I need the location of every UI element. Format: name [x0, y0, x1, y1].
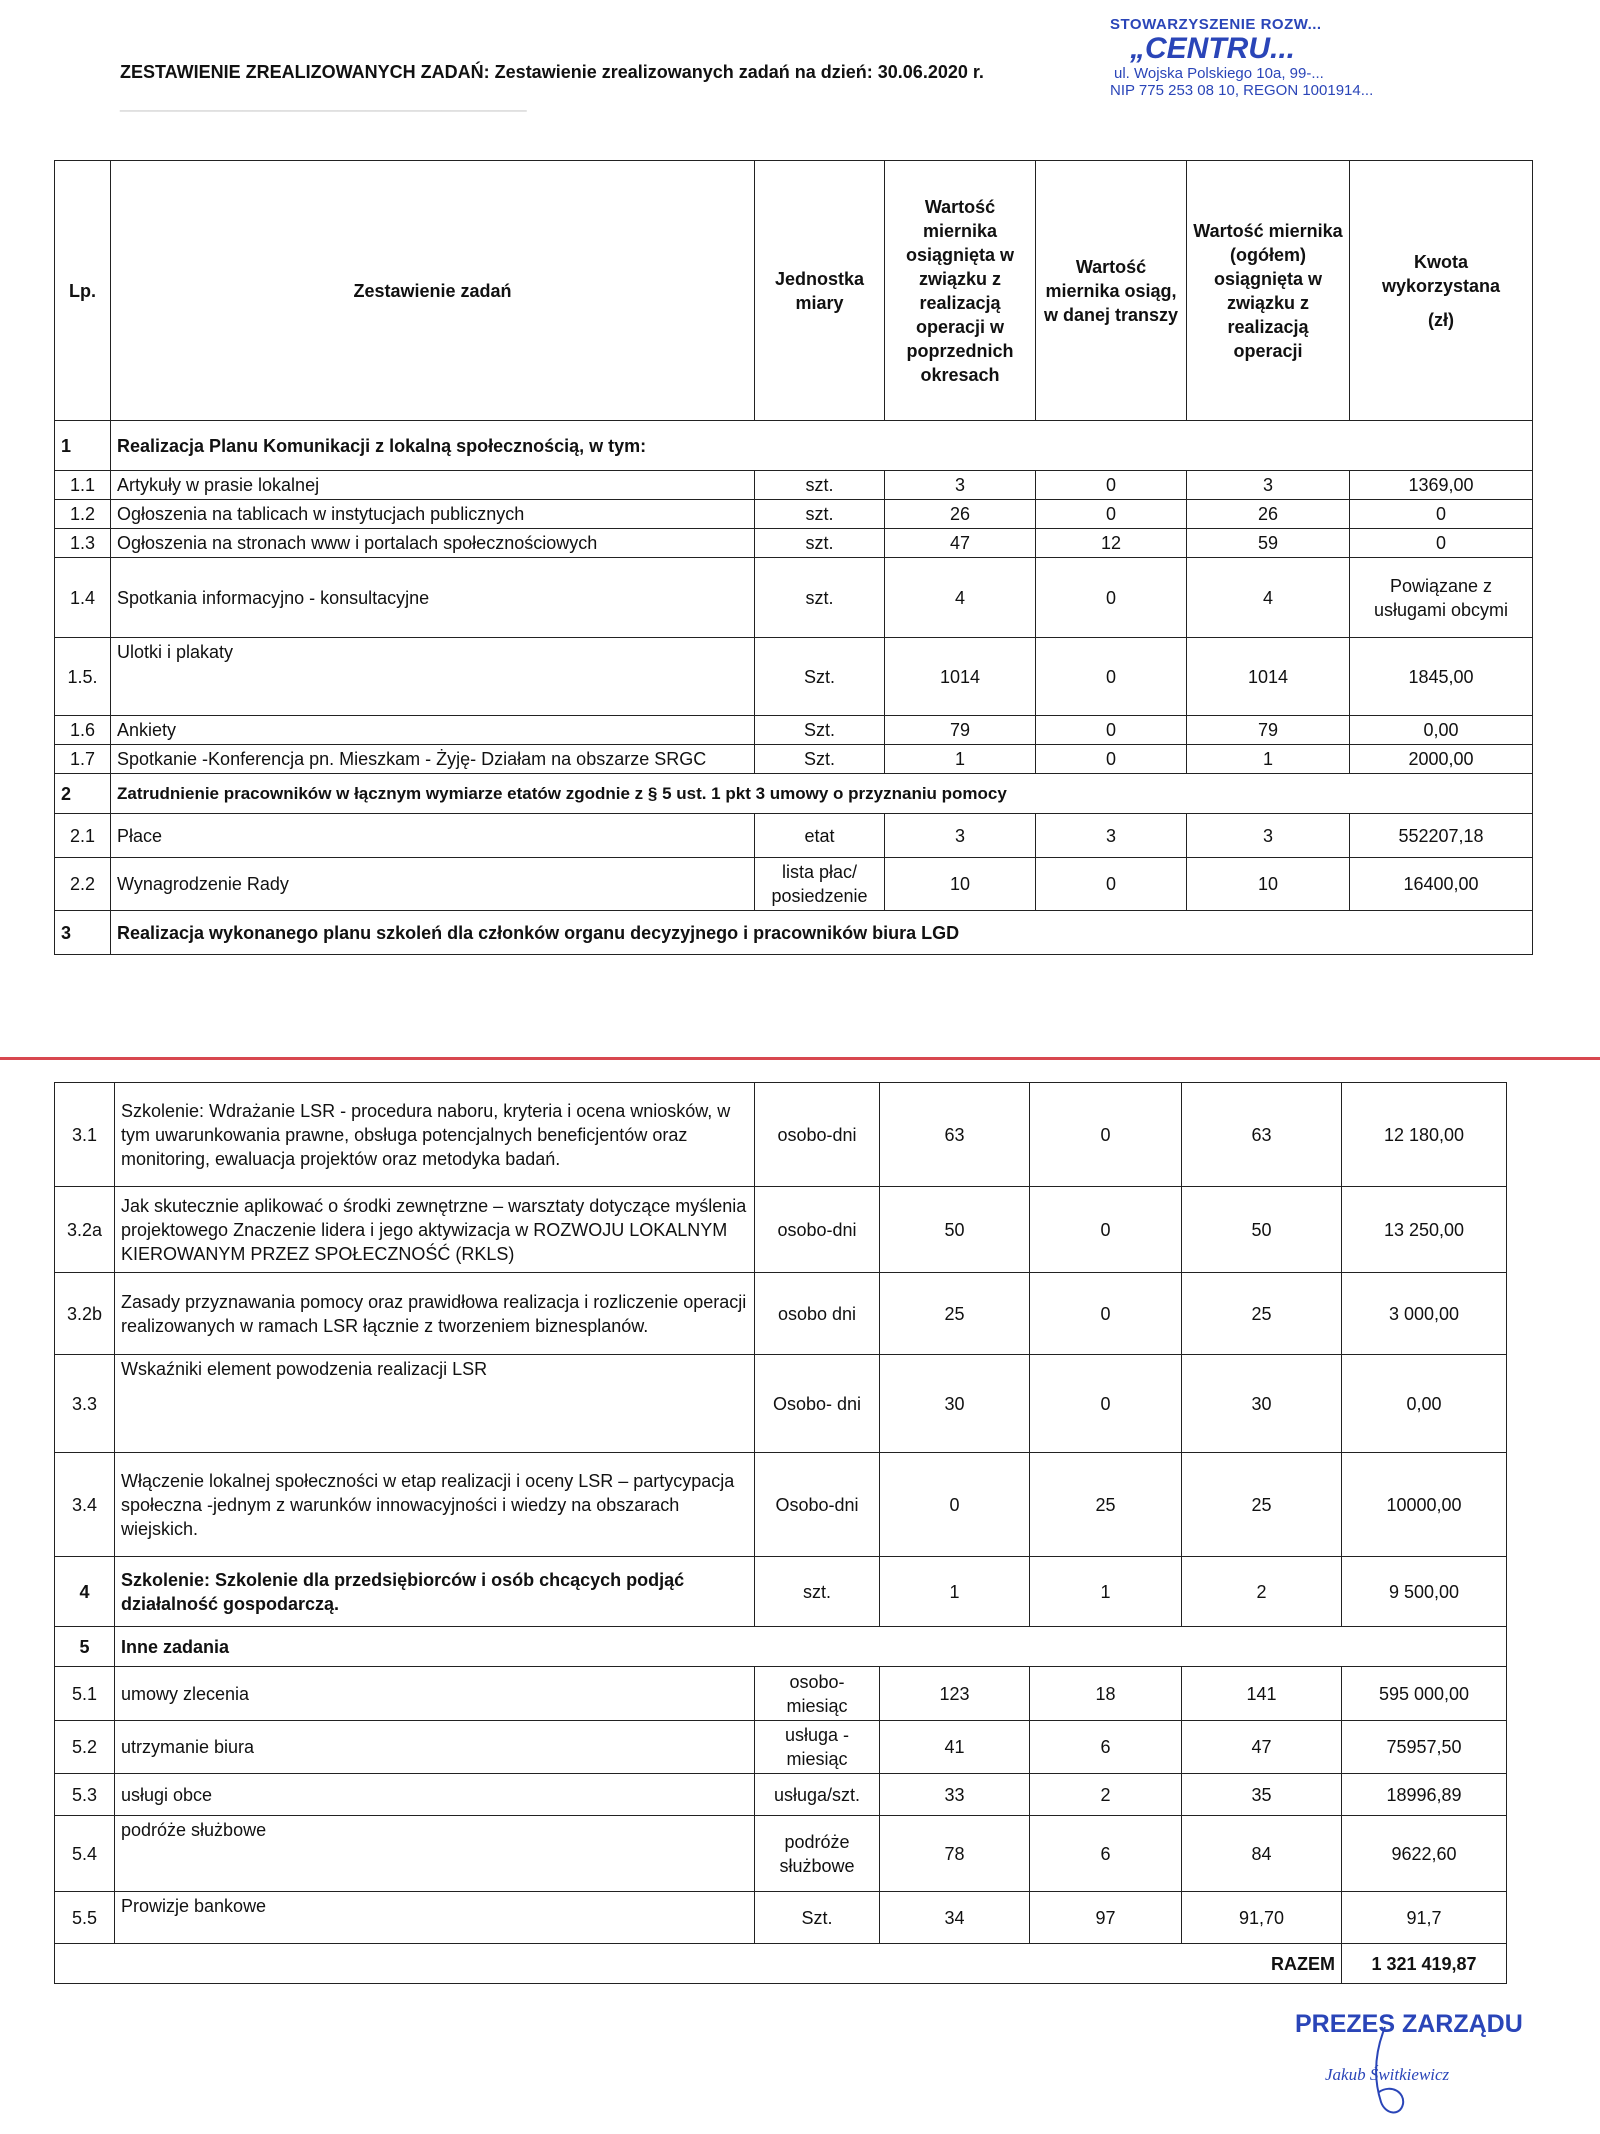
cell-prev: 123 — [880, 1667, 1030, 1721]
cell-amount: 9 500,00 — [1342, 1557, 1507, 1627]
section-row — [55, 911, 1533, 955]
cell-prev: 4 — [885, 558, 1036, 638]
cell-task: Artykuły w prasie lokalnej — [111, 471, 755, 500]
cell-tranche: 0 — [1036, 858, 1187, 911]
cell-tranche: 0 — [1036, 500, 1187, 529]
page-title — [120, 62, 984, 83]
cell-total: 59 — [1187, 529, 1350, 558]
cell-total: 141 — [1182, 1667, 1342, 1721]
cell-unit: Szt. — [755, 716, 885, 745]
cell-task: Ogłoszenia na stronach www i portalach społecznościowych — [111, 529, 755, 558]
header-amount — [1350, 161, 1533, 421]
cell-task: Szkolenie: Szkolenie dla przedsiębiorców i osób chcących podjąć działalność gospodarczą. — [115, 1557, 755, 1627]
cell-tranche: 12 — [1036, 529, 1187, 558]
cell-unit: usługa - miesiąc — [755, 1721, 880, 1774]
table-row — [55, 500, 1533, 529]
cell-unit: szt. — [755, 558, 885, 638]
section-lp: 1 — [55, 421, 111, 471]
cell-lp: 5.4 — [55, 1816, 115, 1892]
table-row — [55, 1892, 1507, 1944]
cell-prev: 10 — [885, 858, 1036, 911]
cell-task: usługi obce — [115, 1774, 755, 1816]
cell-task: podróże służbowe — [115, 1816, 755, 1892]
cell-unit: Szt. — [755, 745, 885, 774]
section-row — [55, 774, 1533, 814]
table-row — [55, 1721, 1507, 1774]
cell-task: Szkolenie: Wdrażanie LSR - procedura naboru, kryteria i ocena wniosków, w tym uwarunkowania prawne, obsługa potencjalnych beneficjentów oraz monitoring, ewaluacja projektów oraz metodyka badań. — [115, 1083, 755, 1187]
cell-tranche: 0 — [1036, 471, 1187, 500]
cell-task: Włączenie lokalnej społeczności w etap realizacji i oceny LSR – partycypacja społeczna -jednym z warunków innowacyjności i wiedzy na obszarach wiejskich. — [115, 1453, 755, 1557]
cell-task: Jak skutecznie aplikować o środki zewnętrzne – warsztaty dotyczące myślenia projektowego Znaczenie lidera i jego aktywizacja w ROZWOJU LOKALNYM KIEROWANYM PRZEZ SPOŁECZNOŚĆ (RKLS) — [115, 1187, 755, 1273]
cell-total: 25 — [1182, 1273, 1342, 1355]
cell-amount: 2000,00 — [1350, 745, 1533, 774]
header-task: Zestawienie zadań — [111, 161, 755, 421]
cell-tranche: 6 — [1030, 1721, 1182, 1774]
cell-tranche: 25 — [1030, 1453, 1182, 1557]
cell-total: 3 — [1187, 814, 1350, 858]
cell-prev: 30 — [880, 1355, 1030, 1453]
section-title: Realizacja wykonanego planu szkoleń dla członków organu decyzyjnego i pracowników biura LGD — [111, 911, 1533, 955]
stamp-line-1: STOWARZYSZENIE ROZW... — [1110, 16, 1322, 33]
cell-tranche: 3 — [1036, 814, 1187, 858]
cell-total: 26 — [1187, 500, 1350, 529]
header-unit: Jednostka miary — [755, 161, 885, 421]
cell-total: 10 — [1187, 858, 1350, 911]
cell-total: 84 — [1182, 1816, 1342, 1892]
total-label: RAZEM — [55, 1944, 1342, 1984]
cell-task: Wskaźniki element powodzenia realizacji LSR — [115, 1355, 755, 1453]
cell-unit: Osobo-dni — [755, 1453, 880, 1557]
table-row — [55, 638, 1533, 716]
cell-lp: 1.4 — [55, 558, 111, 638]
cell-lp: 3.4 — [55, 1453, 115, 1557]
section-lp: 5 — [55, 1627, 115, 1667]
tasks-table-page2 — [54, 1082, 1507, 1984]
cell-amount: 0 — [1350, 500, 1533, 529]
cell-amount: 1845,00 — [1350, 638, 1533, 716]
cell-tranche: 0 — [1036, 716, 1187, 745]
cell-tranche: 6 — [1030, 1816, 1182, 1892]
cell-tranche: 0 — [1030, 1273, 1182, 1355]
header-amount-unit: (zł) — [1428, 309, 1454, 330]
cell-prev: 0 — [880, 1453, 1030, 1557]
cell-total: 47 — [1182, 1721, 1342, 1774]
table-row — [55, 1355, 1507, 1453]
cell-prev: 1014 — [885, 638, 1036, 716]
header-tranche: Wartość miernika osiąg, w danej transzy — [1036, 161, 1187, 421]
cell-amount: 3 000,00 — [1342, 1273, 1507, 1355]
section-lp: 3 — [55, 911, 111, 955]
table-row — [55, 1273, 1507, 1355]
cell-total: 50 — [1182, 1187, 1342, 1273]
cell-amount: 595 000,00 — [1342, 1667, 1507, 1721]
section-title: Realizacja Planu Komunikacji z lokalną społecznością, w tym: — [111, 421, 1533, 471]
cell-amount: Powiązane z usługami obcymi — [1350, 558, 1533, 638]
cell-unit: osobo-miesiąc — [755, 1667, 880, 1721]
cell-total: 79 — [1187, 716, 1350, 745]
cell-unit: lista płac/ posiedzenie — [755, 858, 885, 911]
cell-unit: Osobo- dni — [755, 1355, 880, 1453]
cell-unit: Szt. — [755, 1892, 880, 1944]
cell-task: utrzymanie biura — [115, 1721, 755, 1774]
cell-total: 25 — [1182, 1453, 1342, 1557]
cell-tranche: 0 — [1030, 1083, 1182, 1187]
cell-prev: 78 — [880, 1816, 1030, 1892]
cell-total: 1014 — [1187, 638, 1350, 716]
cell-prev: 50 — [880, 1187, 1030, 1273]
organization-stamp — [1110, 16, 1373, 99]
cell-prev: 1 — [885, 745, 1036, 774]
cell-task: Ankiety — [111, 716, 755, 745]
cell-prev: 47 — [885, 529, 1036, 558]
cell-total: 63 — [1182, 1083, 1342, 1187]
cell-prev: 3 — [885, 471, 1036, 500]
cell-total: 2 — [1182, 1557, 1342, 1627]
cell-task: Ulotki i plakaty — [111, 638, 755, 716]
cell-lp: 1.2 — [55, 500, 111, 529]
cell-lp: 2.1 — [55, 814, 111, 858]
cell-tranche: 0 — [1030, 1355, 1182, 1453]
cell-tranche: 1 — [1030, 1557, 1182, 1627]
cell-tranche: 18 — [1030, 1667, 1182, 1721]
cell-unit: osobo-dni — [755, 1187, 880, 1273]
table-row — [55, 471, 1533, 500]
cell-lp: 5.2 — [55, 1721, 115, 1774]
table-row — [55, 814, 1533, 858]
cell-lp: 4 — [55, 1557, 115, 1627]
section-row — [55, 421, 1533, 471]
cell-lp: 1.7 — [55, 745, 111, 774]
table-row — [55, 558, 1533, 638]
cell-total: 91,70 — [1182, 1892, 1342, 1944]
stamp-line-3: ul. Wojska Polskiego 10a, 99-... — [1114, 65, 1324, 82]
section-title: Zatrudnienie pracowników w łącznym wymiarze etatów zgodnie z § 5 ust. 1 pkt 3 umowy o przyznaniu pomocy — [111, 774, 1533, 814]
cell-prev: 79 — [885, 716, 1036, 745]
cell-amount: 91,7 — [1342, 1892, 1507, 1944]
cell-total: 30 — [1182, 1355, 1342, 1453]
total-value: 1 321 419,87 — [1342, 1944, 1507, 1984]
cell-tranche: 0 — [1030, 1187, 1182, 1273]
cell-amount: 18996,89 — [1342, 1774, 1507, 1816]
cell-unit: usługa/szt. — [755, 1774, 880, 1816]
cell-lp: 2.2 — [55, 858, 111, 911]
cell-lp: 3.1 — [55, 1083, 115, 1187]
bleed-through-text: ___________________________________________ — [120, 93, 527, 112]
cell-amount: 16400,00 — [1350, 858, 1533, 911]
table-row — [55, 1557, 1507, 1627]
stamp-line-4: NIP 775 253 08 10, REGON 1001914... — [1110, 82, 1374, 99]
header-prev: Wartość miernika osiągnięta w związku z realizacją operacji w poprzednich okresach — [885, 161, 1036, 421]
cell-unit: szt. — [755, 1557, 880, 1627]
table-row — [55, 716, 1533, 745]
cell-amount: 0,00 — [1350, 716, 1533, 745]
cell-unit: Szt. — [755, 638, 885, 716]
cell-lp: 5.3 — [55, 1774, 115, 1816]
title-rest: Zestawienie zrealizowanych zadań na dzień: 30.06.2020 r. — [494, 62, 984, 82]
cell-lp: 3.2b — [55, 1273, 115, 1355]
cell-amount: 10000,00 — [1342, 1453, 1507, 1557]
cell-amount: 552207,18 — [1350, 814, 1533, 858]
tasks-table-page1 — [54, 160, 1533, 955]
header-total: Wartość miernika (ogółem) osiągnięta w związku z realizacją operacji — [1187, 161, 1350, 421]
cell-lp: 5.5 — [55, 1892, 115, 1944]
signature-name: Jakub Świtkiewicz — [1325, 2065, 1450, 2084]
signature-role: PREZES ZARZĄDU — [1295, 2010, 1523, 2038]
cell-amount: 13 250,00 — [1342, 1187, 1507, 1273]
cell-amount: 1369,00 — [1350, 471, 1533, 500]
section-row — [55, 1627, 1507, 1667]
header-row — [55, 161, 1533, 421]
table-row — [55, 529, 1533, 558]
cell-unit: osobo dni — [755, 1273, 880, 1355]
cell-unit: podróże służbowe — [755, 1816, 880, 1892]
cell-unit: szt. — [755, 529, 885, 558]
table-row — [55, 1774, 1507, 1816]
cell-lp: 3.3 — [55, 1355, 115, 1453]
cell-lp: 1.5. — [55, 638, 111, 716]
title-bold: ZESTAWIENIE ZREALIZOWANYCH ZADAŃ: — [120, 62, 490, 82]
section-lp: 2 — [55, 774, 111, 814]
section-title: Inne zadania — [115, 1627, 1507, 1667]
cell-tranche: 97 — [1030, 1892, 1182, 1944]
cell-lp: 1.1 — [55, 471, 111, 500]
cell-unit: osobo-dni — [755, 1083, 880, 1187]
cell-total: 35 — [1182, 1774, 1342, 1816]
cell-amount: 0 — [1350, 529, 1533, 558]
cell-total: 3 — [1187, 471, 1350, 500]
cell-amount: 0,00 — [1342, 1355, 1507, 1453]
handwritten-signature-icon — [1345, 2022, 1425, 2122]
cell-lp: 5.1 — [55, 1667, 115, 1721]
table-row — [55, 1667, 1507, 1721]
cell-task: Wynagrodzenie Rady — [111, 858, 755, 911]
table-row — [55, 745, 1533, 774]
table-row — [55, 1187, 1507, 1273]
cell-tranche: 2 — [1030, 1774, 1182, 1816]
table-row — [55, 1816, 1507, 1892]
cell-tranche: 0 — [1036, 638, 1187, 716]
cell-task: Zasady przyznawania pomocy oraz prawidłowa realizacja i rozliczenie operacji realizowanych w ramach LSR łącznie z tworzeniem biznesplanów. — [115, 1273, 755, 1355]
cell-task: Spotkanie -Konferencja pn. Mieszkam - Żyję- Działam na obszarze SRGC — [111, 745, 755, 774]
cell-prev: 63 — [880, 1083, 1030, 1187]
cell-lp: 1.6 — [55, 716, 111, 745]
cell-task: Prowizje bankowe — [115, 1892, 755, 1944]
stamp-line-2: „CENTRU... — [1130, 32, 1295, 65]
cell-unit: szt. — [755, 471, 885, 500]
cell-tranche: 0 — [1036, 558, 1187, 638]
header-lp: Lp. — [55, 161, 111, 421]
cell-task: Ogłoszenia na tablicach w instytucjach publicznych — [111, 500, 755, 529]
table-row — [55, 858, 1533, 911]
cell-amount: 9622,60 — [1342, 1816, 1507, 1892]
cell-prev: 25 — [880, 1273, 1030, 1355]
cell-lp: 1.3 — [55, 529, 111, 558]
cell-amount: 12 180,00 — [1342, 1083, 1507, 1187]
table-row — [55, 1453, 1507, 1557]
cell-task: Spotkania informacyjno - konsultacyjne — [111, 558, 755, 638]
cell-prev: 41 — [880, 1721, 1030, 1774]
header-amount-title: Kwota wykorzystana — [1381, 251, 1501, 296]
cell-prev: 1 — [880, 1557, 1030, 1627]
cell-lp: 3.2a — [55, 1187, 115, 1273]
cell-amount: 75957,50 — [1342, 1721, 1507, 1774]
cell-prev: 34 — [880, 1892, 1030, 1944]
cell-total: 1 — [1187, 745, 1350, 774]
cell-total: 4 — [1187, 558, 1350, 638]
cell-prev: 26 — [885, 500, 1036, 529]
cell-tranche: 0 — [1036, 745, 1187, 774]
cell-prev: 33 — [880, 1774, 1030, 1816]
cell-task: Płace — [111, 814, 755, 858]
cell-prev: 3 — [885, 814, 1036, 858]
cell-unit: szt. — [755, 500, 885, 529]
cell-task: umowy zlecenia — [115, 1667, 755, 1721]
page-divider — [0, 1057, 1600, 1060]
cell-unit: etat — [755, 814, 885, 858]
total-row — [55, 1944, 1507, 1984]
table-row — [55, 1083, 1507, 1187]
